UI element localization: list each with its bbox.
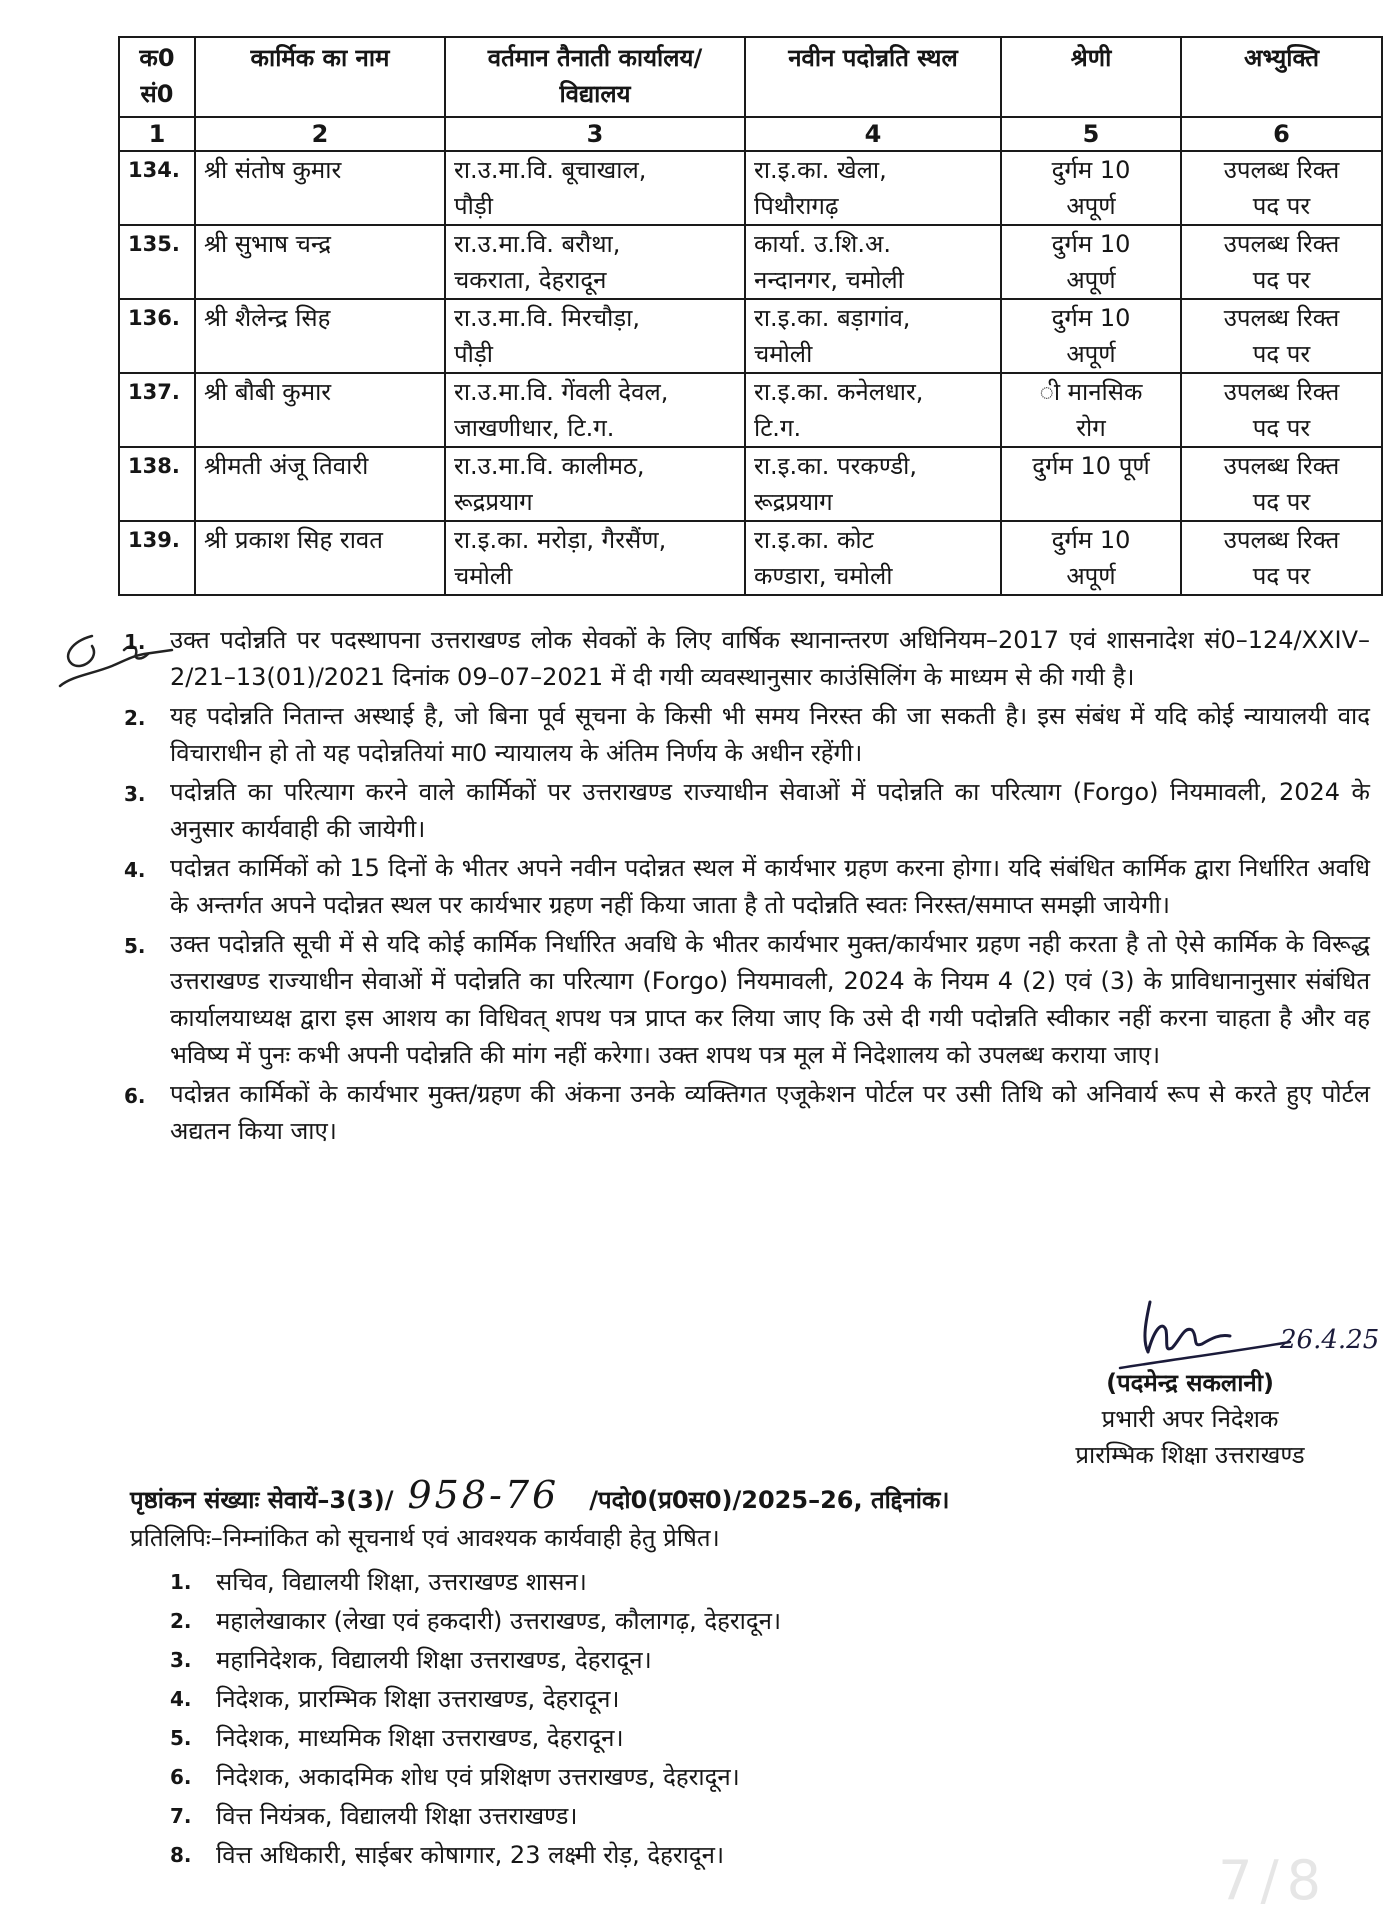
new-place-cell <box>745 151 1001 225</box>
list-text: वित्त नियंत्रक, विद्यालयी शिक्षा उत्तराखण्ड। <box>216 1802 578 1830</box>
remark-cell <box>1181 447 1382 521</box>
promotion-table <box>118 36 1383 596</box>
list-text: निदेशक, माध्यमिक शिक्षा उत्तराखण्ड, देहरादून। <box>216 1724 624 1752</box>
serial-cell: 138. <box>119 447 195 521</box>
cell-line: अपूर्ण <box>1066 192 1116 220</box>
list-text: सचिव, विद्यालयी शिक्षा, उत्तराखण्ड शासन। <box>216 1568 587 1596</box>
note-item <box>124 926 1370 1074</box>
cell-line: जाखणीधार, टि.ग. <box>454 414 615 442</box>
list-item <box>170 1836 1370 1875</box>
table-row <box>119 299 1382 373</box>
category-cell <box>1001 521 1181 595</box>
signatory-name: (पदमेन्द्र सकलानी) <box>1106 1369 1274 1397</box>
list-item <box>170 1602 1370 1641</box>
cell-line: दुर्गम 10 <box>1051 230 1131 258</box>
cell-line: रा.उ.मा.वि. कालीमठ, <box>454 452 645 480</box>
cell-line: रा.इ.का. कनेलधार, <box>754 378 924 406</box>
cell-line: रा.उ.मा.वि. गेंवली देवल, <box>454 378 669 406</box>
note-item <box>124 850 1370 924</box>
cell-line: उपलब्ध रिक्त <box>1223 526 1340 554</box>
cell-line: उपलब्ध रिक्त <box>1223 452 1340 480</box>
column-number: 6 <box>1181 117 1382 151</box>
header-current-posting: वर्तमान तैनाती कार्यालय/ विद्यालय <box>445 37 745 117</box>
current-posting-cell <box>445 447 745 521</box>
list-text: महानिदेशक, विद्यालयी शिक्षा उत्तराखण्ड, देहरादून। <box>216 1646 652 1674</box>
note-number: 5. <box>124 934 146 958</box>
cell-line: पिथौरागढ़ <box>754 192 839 220</box>
remark-cell <box>1181 299 1382 373</box>
cell-line: रा.इ.का. परकण्डी, <box>754 452 917 480</box>
category-cell <box>1001 373 1181 447</box>
list-number: 2. <box>170 1609 192 1633</box>
cell-line: रूद्रप्रयाग <box>754 488 833 516</box>
list-number: 4. <box>170 1687 192 1711</box>
table-row <box>119 151 1382 225</box>
list-number: 3. <box>170 1648 192 1672</box>
note-text: यह पदोन्नति नितान्त अस्थाई है, जो बिना पूर्व सूचना के किसी भी समय निरस्त की जा सकती है। इस संबंध में यदि कोई न्यायालयी वाद विचाराधीन हो तो यह पदोन्नतियां मा0 न्यायालय के अंतिम निर्णय के अधीन रहेंगी। <box>170 702 1370 767</box>
note-number: 3. <box>124 782 146 806</box>
cell-line: पौड़ी <box>454 340 493 368</box>
new-place-cell <box>745 521 1001 595</box>
cell-line: उपलब्ध रिक्त <box>1223 378 1340 406</box>
name-cell: श्रीमती अंजू तिवारी <box>195 447 445 521</box>
signatory-designation: प्रभारी अपर निदेशक <box>1101 1405 1279 1433</box>
remark-cell <box>1181 225 1382 299</box>
cell-line: कार्या. उ.शि.अ. <box>754 230 891 258</box>
list-item <box>170 1758 1370 1797</box>
cell-line: रा.उ.मा.वि. बरौथा, <box>454 230 621 258</box>
category-cell <box>1001 447 1181 521</box>
category-cell <box>1001 299 1181 373</box>
table-row <box>119 225 1382 299</box>
header-remark: अभ्युक्ति <box>1181 37 1382 117</box>
cell-line: पद पर <box>1252 562 1311 590</box>
endorsement-suffix: /पदो0(प्र0स0)/2025–26, तद्दिनांक। <box>589 1486 950 1514</box>
note-text: पदोन्नति का परित्याग करने वाले कार्मिकों पर उत्तराखण्ड राज्याधीन सेवाओं में पदोन्नति का परित्याग (Forgo) नियमावली, 2024 के अनुसार कार्यवाही की जायेगी। <box>170 778 1370 843</box>
signature-block <box>1010 1365 1370 1473</box>
current-posting-cell <box>445 225 745 299</box>
header-name: कार्मिक का नाम <box>195 37 445 117</box>
note-item <box>124 698 1370 772</box>
notes-list <box>124 622 1370 1152</box>
current-posting-cell <box>445 299 745 373</box>
table-header-row <box>119 37 1382 117</box>
list-item <box>170 1797 1370 1836</box>
note-number: 2. <box>124 706 146 730</box>
cell-line: पद पर <box>1252 266 1311 294</box>
cell-line: पौड़ी <box>454 192 493 220</box>
header-new-place: नवीन पदोन्नति स्थल <box>745 37 1001 117</box>
cell-line: रा.उ.मा.वि. मिरचौड़ा, <box>454 304 640 332</box>
table-row <box>119 521 1382 595</box>
cell-line: अपूर्ण <box>1066 562 1116 590</box>
cell-line: अपूर्ण <box>1066 266 1116 294</box>
remark-cell <box>1181 373 1382 447</box>
column-number: 5 <box>1001 117 1181 151</box>
serial-cell: 134. <box>119 151 195 225</box>
cell-line: रा.इ.का. मरोड़ा, गैरसैंण, <box>454 526 667 554</box>
cell-line: रा.इ.का. बड़ागांव, <box>754 304 911 332</box>
note-text: उक्त पदोन्नति पर पदस्थापना उत्तराखण्ड लोक सेवकों के लिए वार्षिक स्थानान्तरण अधिनियम–2017 एवं शासनादेश सं0–124/XXIV–2/21–13(01)/2021 दिनांक 09–07–2021 में दी गयी व्यवस्थानुसार काउंसिलिंग के माध्यम से की गयी है। <box>170 626 1370 691</box>
cell-line: चमोली <box>754 340 813 368</box>
serial-cell: 137. <box>119 373 195 447</box>
column-number-row <box>119 117 1382 151</box>
column-number: 3 <box>445 117 745 151</box>
list-number: 7. <box>170 1804 192 1828</box>
cell-line: दुर्गम 10 पूर्ण <box>1032 452 1150 480</box>
handwritten-dispatch-number: 958-76 <box>407 1473 560 1517</box>
cell-line: कण्डारा, चमोली <box>754 562 893 590</box>
signatory-office: प्रारम्भिक शिक्षा उत्तराखण्ड <box>1075 1441 1305 1469</box>
column-number: 4 <box>745 117 1001 151</box>
cell-line: अपूर्ण <box>1066 340 1116 368</box>
cell-line: पद पर <box>1252 340 1311 368</box>
category-cell <box>1001 151 1181 225</box>
copy-intro: प्रतिलिपिः–निम्नांकित को सूचनार्थ एवं आवश्यक कार्यवाही हेतु प्रेषित। <box>130 1524 720 1552</box>
cell-line: टि.ग. <box>754 414 802 442</box>
name-cell: श्री बौबी कुमार <box>195 373 445 447</box>
cell-line: पद पर <box>1252 414 1311 442</box>
list-item <box>170 1719 1370 1758</box>
cell-line: पद पर <box>1252 192 1311 220</box>
serial-cell: 135. <box>119 225 195 299</box>
note-text: उक्त पदोन्नति सूची में से यदि कोई कार्मिक निर्धारित अवधि के भीतर कार्यभार मुक्त/कार्यभार ग्रहण नही करता है तो ऐसे कार्मिक के विरूद्ध उत्तराखण्ड राज्याधीन सेवाओं में पदोन्नति का परित्याग (Forgo) नियमावली, 2024 के नियम 4 (2) एवं (3) के प्राविधानानुसार संबंधित कार्यालयाध्यक्ष द्वारा इस आशय का विधिवत् शपथ पत्र प्राप्त कर लिया जाए कि उसे दी गयी पदोन्नति स्वीकार नहीं करना चाहता है और वह भविष्य में पुनः कभी अपनी पदोन्नति की मांग नहीं करेगा। उक्त शपथ पत्र मूल में निदेशालय को उपलब्ध कराया जाए। <box>170 930 1370 1069</box>
cell-line: पद पर <box>1252 488 1311 516</box>
list-item <box>170 1680 1370 1719</box>
cell-line: उपलब्ध रिक्त <box>1223 304 1340 332</box>
note-number: 4. <box>124 858 146 882</box>
list-text: निदेशक, प्रारम्भिक शिक्षा उत्तराखण्ड, देहरादून। <box>216 1685 620 1713</box>
name-cell: श्री प्रकाश सिह रावत <box>195 521 445 595</box>
cell-line: दुर्गम 10 <box>1051 304 1131 332</box>
cell-line: रोग <box>1076 414 1106 442</box>
table-row <box>119 373 1382 447</box>
remark-cell <box>1181 151 1382 225</box>
new-place-cell <box>745 299 1001 373</box>
cell-line: दुर्गम 10 <box>1051 526 1131 554</box>
name-cell: श्री संतोष कुमार <box>195 151 445 225</box>
note-number: 6. <box>124 1084 146 1108</box>
new-place-cell <box>745 447 1001 521</box>
header-category: श्रेणी <box>1001 37 1181 117</box>
column-number: 1 <box>119 117 195 151</box>
current-posting-cell <box>445 151 745 225</box>
list-item <box>170 1641 1370 1680</box>
serial-cell: 139. <box>119 521 195 595</box>
copy-recipient-list <box>170 1563 1370 1875</box>
list-text: महालेखाकार (लेखा एवं हकदारी) उत्तराखण्ड, कौलागढ़, देहरादून। <box>216 1607 782 1635</box>
cell-line: उपलब्ध रिक्त <box>1223 156 1340 184</box>
note-item <box>124 622 1370 696</box>
cell-line: रूद्रप्रयाग <box>454 488 533 516</box>
list-number: 5. <box>170 1726 192 1750</box>
new-place-cell <box>745 225 1001 299</box>
note-number: 1. <box>124 630 146 654</box>
cell-line: रा.इ.का. कोट <box>754 526 874 554</box>
serial-cell: 136. <box>119 299 195 373</box>
cell-line: उपलब्ध रिक्त <box>1223 230 1340 258</box>
new-place-cell <box>745 373 1001 447</box>
signature-date: 26.4.25 <box>1280 1325 1380 1355</box>
remark-cell <box>1181 521 1382 595</box>
cell-line: दुर्गम 10 <box>1051 156 1131 184</box>
name-cell: श्री शैलेन्द्र सिह <box>195 299 445 373</box>
header-serial: क0 सं0 <box>119 37 195 117</box>
list-text: निदेशक, अकादमिक शोध एवं प्रशिक्षण उत्तराखण्ड, देहरादून। <box>216 1763 740 1791</box>
endorsement-line <box>130 1470 1370 1520</box>
column-number: 2 <box>195 117 445 151</box>
list-number: 6. <box>170 1765 192 1789</box>
note-item <box>124 1076 1370 1150</box>
note-item <box>124 774 1370 848</box>
name-cell: श्री सुभाष चन्द्र <box>195 225 445 299</box>
list-number: 1. <box>170 1570 192 1594</box>
cell-line: नन्दानगर, चमोली <box>754 266 904 294</box>
current-posting-cell <box>445 373 745 447</box>
table-row <box>119 447 1382 521</box>
note-text: पदोन्नत कार्मिकों के कार्यभार मुक्त/ग्रहण की अंकना उनके व्यक्तिगत एजूकेशन पोर्टल पर उसी तिथि को अनिवार्य रूप से करते हुए पोर्टल अद्यतन किया जाए। <box>170 1080 1370 1145</box>
cell-line: ी मानसिक <box>1039 378 1143 406</box>
initials-scribble <box>52 616 182 696</box>
list-number: 8. <box>170 1843 192 1867</box>
current-posting-cell <box>445 521 745 595</box>
page-indicator: 7/8 <box>1218 1849 1329 1912</box>
cell-line: चकराता, देहरादून <box>454 266 607 294</box>
category-cell <box>1001 225 1181 299</box>
cell-line: रा.उ.मा.वि. बूचाखाल, <box>454 156 647 184</box>
cell-line: रा.इ.का. खेला, <box>754 156 887 184</box>
list-item <box>170 1563 1370 1602</box>
cell-line: चमोली <box>454 562 513 590</box>
note-text: पदोन्नत कार्मिकों को 15 दिनों के भीतर अपने नवीन पदोन्नत स्थल में कार्यभार ग्रहण करना होगा। यदि संबंधित कार्मिक द्वारा निर्धारित अवधि के अन्तर्गत अपने पदोन्नत स्थल पर कार्यभार ग्रहण नहीं किया जाता है तो पदोन्नति स्वतः निरस्त/समाप्त समझी जायेगी। <box>170 854 1370 919</box>
endorsement-prefix: पृष्ठांकन संख्याः सेवायें–3(3)/ <box>130 1486 394 1514</box>
list-text: वित्त अधिकारी, साईबर कोषागार, 23 लक्ष्मी रोड़, देहरादून। <box>216 1841 725 1869</box>
